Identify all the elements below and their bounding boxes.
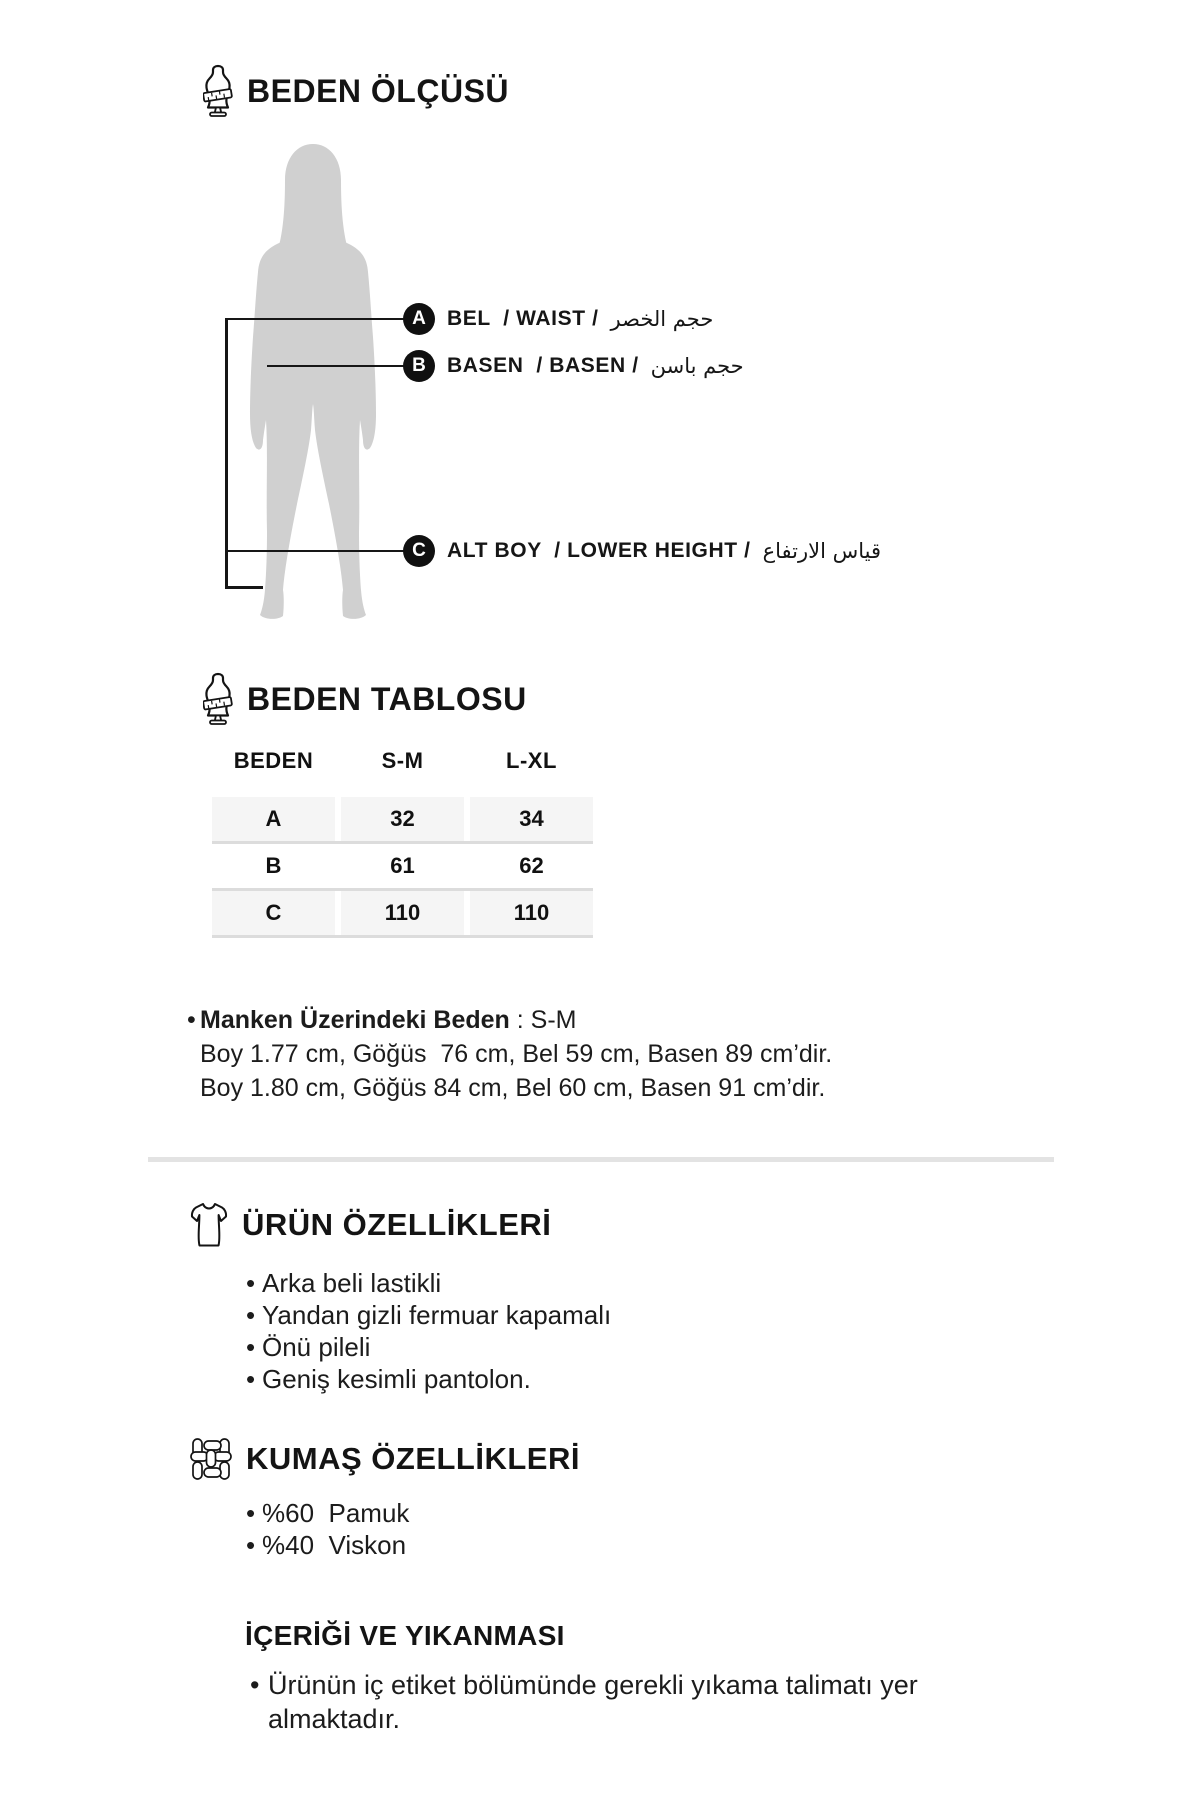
table-cell: B — [212, 844, 335, 888]
size-table-heading — [203, 672, 527, 726]
fabric-item: • %60 Pamuk — [246, 1497, 409, 1529]
model-measurements — [187, 1037, 832, 1105]
fabric-features-title: KUMAŞ ÖZELLİKLERİ — [246, 1441, 580, 1476]
measure-line-b — [267, 365, 420, 367]
model-size-label: Manken Üzerindeki Beden — [200, 1006, 510, 1034]
fabric-features-heading — [190, 1438, 580, 1480]
tshirt-icon — [190, 1202, 228, 1248]
model-size-note — [187, 1003, 832, 1105]
model-measurement-line: Boy 1.77 cm, Göğüs 76 cm, Bel 59 cm, Basen 89 cm’dir. — [200, 1040, 833, 1068]
feature-item: • Önü pileli — [246, 1331, 611, 1363]
size-table-header — [212, 748, 593, 774]
model-size-line — [187, 1003, 832, 1037]
table-cell: A — [212, 797, 335, 841]
feature-item: • Geniş kesimli pantolon. — [246, 1363, 611, 1395]
measure-label-b-arabic: حجم باسن — [650, 354, 744, 378]
size-table-title: BEDEN TABLOSU — [247, 680, 527, 717]
model-measurement-line: Boy 1.80 cm, Göğüs 84 cm, Bel 60 cm, Basen 91 cm’dir. — [200, 1074, 826, 1102]
product-features-title: ÜRÜN ÖZELLİKLERİ — [242, 1207, 552, 1242]
measure-label-a — [403, 303, 713, 335]
measure-badge-c: C — [403, 535, 435, 567]
measure-label-c — [403, 535, 881, 567]
table-header-lxl: L-XL — [506, 748, 557, 773]
table-cell: 34 — [470, 797, 593, 841]
table-cell: C — [212, 891, 335, 935]
product-features-heading — [190, 1202, 551, 1248]
measure-label-a-arabic: حجم الخصر — [610, 307, 714, 331]
measure-badge-a: A — [403, 303, 435, 335]
table-cell: 62 — [470, 844, 593, 888]
measure-line-c — [226, 550, 420, 552]
size-table — [212, 797, 593, 938]
table-row-c — [212, 891, 593, 938]
fabric-item: • %40 Viskon — [246, 1529, 409, 1561]
table-cell: 110 — [470, 891, 593, 935]
size-measure-heading — [203, 64, 509, 118]
fabric-weave-icon — [190, 1438, 232, 1480]
size-measure-title: BEDEN ÖLÇÜSÜ — [247, 72, 510, 109]
table-header-beden: BEDEN — [233, 748, 314, 773]
table-row-a — [212, 797, 593, 844]
fabric-features-list — [246, 1497, 409, 1561]
feature-item: • Arka beli lastikli — [246, 1267, 611, 1299]
measure-bracket-foot — [225, 586, 263, 589]
measure-badge-b: B — [403, 350, 435, 382]
measure-label-b — [403, 350, 744, 382]
model-size-value: : S-M — [509, 1006, 577, 1034]
table-cell: 110 — [341, 891, 464, 935]
care-list — [250, 1668, 1040, 1736]
care-title: İÇERİĞİ VE YIKANMASI — [245, 1620, 565, 1651]
measure-bracket-vertical — [225, 318, 228, 589]
table-row-b — [212, 844, 593, 891]
measure-line-a — [226, 318, 420, 320]
measure-label-c-arabic: قياس الارتفاع — [762, 539, 881, 563]
feature-item: • Yandan gizli fermuar kapamalı — [246, 1299, 611, 1331]
table-cell: 61 — [341, 844, 464, 888]
measure-label-b-latin: BASEN / BASEN / — [447, 354, 639, 377]
table-header-sm: S-M — [381, 748, 424, 773]
product-features-list — [246, 1267, 611, 1395]
measure-label-c-latin: ALT BOY / LOWER HEIGHT / — [447, 539, 751, 562]
measure-label-a-latin: BEL / WAIST / — [447, 307, 599, 330]
mannequin-icon — [203, 64, 233, 118]
mannequin-icon — [203, 672, 233, 726]
table-cell: 32 — [341, 797, 464, 841]
care-item: • Ürünün iç etiket bölümünde gerekli yıkama talimatı yer almaktadır. — [250, 1668, 1040, 1736]
section-divider — [148, 1157, 1054, 1162]
